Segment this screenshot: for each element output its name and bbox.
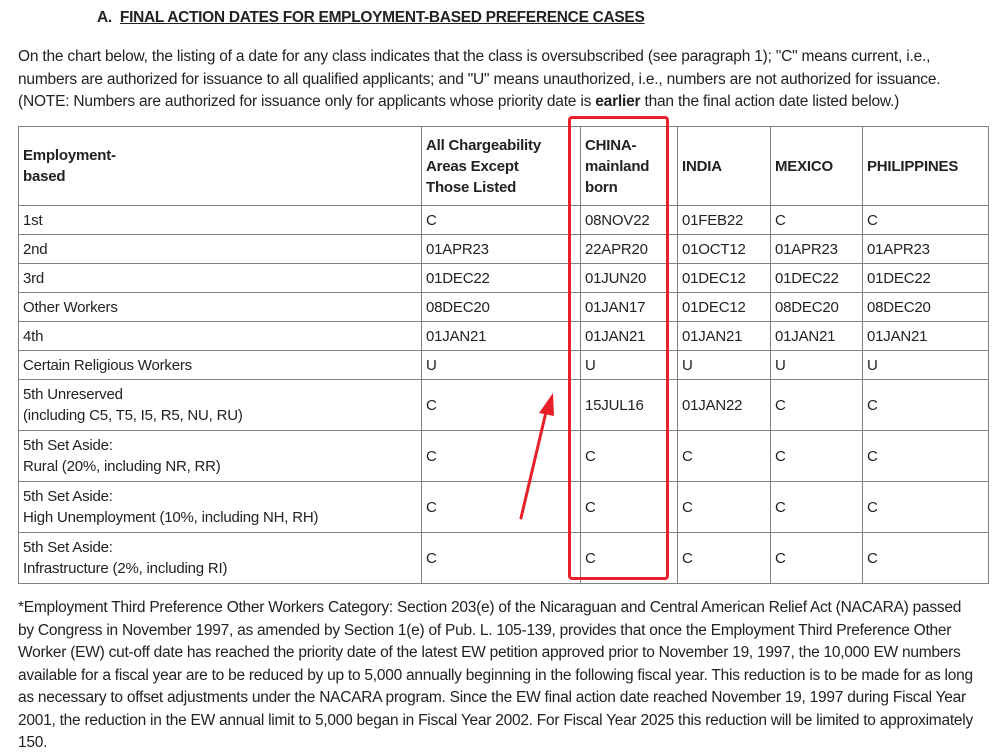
- date-cell: 08NOV22: [581, 206, 678, 235]
- intro-paragraph: [18, 46, 978, 114]
- header-mexico: [771, 127, 863, 206]
- date-cell: C: [422, 533, 581, 584]
- date-cell: 15JUL16: [581, 380, 678, 431]
- date-cell: 01APR23: [863, 235, 989, 264]
- table-row: [19, 431, 989, 482]
- category-cell: [19, 380, 422, 431]
- date-cell: 01JUN20: [581, 264, 678, 293]
- date-cell: C: [771, 380, 863, 431]
- footnote-paragraph: *Employment Third Preference Other Workers Category: Section 203(e) of the Nicaraguan and Central American Relief Act (NACARA) passed by Congress in November 1997, as amended by Section 1(e) of Pub. L. 105-139, provides that once the Employment Third Preference Other Worker (EW) cut-off date has reached the priority date of the latest EW petition approved prior to November 19, 1997, the 10,000 EW numbers available for a fiscal year are to be reduced by up to 5,000 annually beginning in the following fiscal year. This reduction is to be made for as long as necessary to offset adjustments under the NACARA program. Since the EW final action date reached November 19, 1997 during Fiscal Year 2001, the reduction in the EW annual limit to 5,000 began in Fiscal Year 2002. For Fiscal Year 2025 this reduction will be limited to approximately 150.: [18, 599, 973, 751]
- category-line: Certain Religious Workers: [23, 356, 192, 374]
- intro-text-2: than the final action date listed below.): [640, 93, 900, 110]
- header-line: Employment-: [23, 147, 116, 164]
- date-cell: U: [771, 351, 863, 380]
- date-cell: C: [422, 431, 581, 482]
- header-line: Those Listed: [426, 178, 517, 196]
- header-line: All Chargeability: [426, 136, 541, 154]
- category-line: 3rd: [23, 269, 45, 287]
- category-line: Rural (20%, including NR, RR): [23, 458, 221, 475]
- category-cell: [19, 482, 422, 533]
- date-cell: C: [678, 533, 771, 584]
- category-cell: [19, 206, 422, 235]
- category-line: Other Workers: [23, 298, 118, 316]
- table-row: [19, 264, 989, 293]
- header-employment-based: [19, 127, 422, 206]
- date-cell: C: [581, 482, 678, 533]
- category-line: 2nd: [23, 240, 48, 258]
- date-cell: 01APR23: [771, 235, 863, 264]
- date-cell: 01JAN21: [863, 322, 989, 351]
- date-cell: 01JAN21: [581, 322, 678, 351]
- date-cell: 01DEC22: [771, 264, 863, 293]
- section-title: FINAL ACTION DATES FOR EMPLOYMENT-BASED PREFERENCE CASES: [119, 9, 645, 26]
- date-cell: 22APR20: [581, 235, 678, 264]
- date-cell: U: [863, 351, 989, 380]
- header-philippines: [863, 127, 989, 206]
- category-cell: [19, 293, 422, 322]
- category-line: High Unemployment (10%, including NH, RH): [23, 509, 319, 526]
- date-cell: 01DEC22: [863, 264, 989, 293]
- table-row: [19, 380, 989, 431]
- table-row: [19, 206, 989, 235]
- category-cell: [19, 264, 422, 293]
- category-line: 4th: [23, 327, 44, 345]
- table-row: [19, 293, 989, 322]
- date-cell: 01JAN17: [581, 293, 678, 322]
- header-line: based: [23, 168, 66, 185]
- date-cell: 01JAN22: [678, 380, 771, 431]
- date-cell: 01JAN21: [678, 322, 771, 351]
- date-cell: C: [581, 431, 678, 482]
- date-cell: C: [771, 431, 863, 482]
- table-row: [19, 351, 989, 380]
- category-line: 5th Set Aside:: [23, 437, 113, 454]
- date-cell: 08DEC20: [771, 293, 863, 322]
- header-line: PHILIPPINES: [867, 157, 959, 175]
- date-cell: 01FEB22: [678, 206, 771, 235]
- intro-emphasis: earlier: [595, 93, 641, 110]
- section-heading: [97, 9, 645, 27]
- header-all-chargeability: [422, 127, 581, 206]
- date-cell: 08DEC20: [422, 293, 581, 322]
- header-line: MEXICO: [775, 157, 833, 175]
- table-row: [19, 322, 989, 351]
- date-cell: 01APR23: [422, 235, 581, 264]
- header-line: INDIA: [682, 157, 722, 175]
- category-cell: [19, 235, 422, 264]
- header-line: CHINA-: [585, 136, 637, 154]
- category-line: (including C5, T5, I5, R5, NU, RU): [23, 407, 243, 424]
- header-line: born: [585, 178, 618, 196]
- category-cell: [19, 431, 422, 482]
- category-line: 1st: [23, 211, 43, 229]
- category-line: Infrastructure (2%, including RI): [23, 560, 228, 577]
- date-cell: C: [771, 482, 863, 533]
- category-cell: [19, 351, 422, 380]
- date-cell: 01JAN21: [422, 322, 581, 351]
- header-line: mainland: [585, 157, 650, 175]
- date-cell: C: [422, 206, 581, 235]
- header-india: [678, 127, 771, 206]
- date-cell: C: [863, 482, 989, 533]
- date-cell: C: [422, 482, 581, 533]
- header-line: Areas Except: [426, 157, 519, 175]
- date-cell: 01DEC12: [678, 293, 771, 322]
- table-row: [19, 482, 989, 533]
- date-cell: U: [678, 351, 771, 380]
- table-header-row: [19, 127, 989, 206]
- date-cell: C: [771, 206, 863, 235]
- date-cell: 08DEC20: [863, 293, 989, 322]
- intro-text-1: On the chart below, the listing of a date for any class indicates that the class is oversubscribed (see paragraph 1); "C" means current, i.e., numbers are authorized for issuance to all qualified applicants; and "U" means unauthorized, i.e., numbers are not authorized for issuance. (NOTE: Numbers are authorized for issuance only for applicants whose priority date is: [18, 48, 941, 110]
- date-cell: C: [678, 482, 771, 533]
- header-china: [581, 127, 678, 206]
- category-cell: [19, 533, 422, 584]
- date-cell: C: [581, 533, 678, 584]
- date-cell: 01OCT12: [678, 235, 771, 264]
- category-cell: [19, 322, 422, 351]
- date-cell: C: [863, 206, 989, 235]
- date-cell: C: [771, 533, 863, 584]
- date-cell: U: [581, 351, 678, 380]
- final-action-dates-table: [18, 126, 989, 584]
- date-cell: 01DEC12: [678, 264, 771, 293]
- date-cell: C: [863, 533, 989, 584]
- date-cell: C: [863, 380, 989, 431]
- section-prefix: A.: [97, 9, 112, 26]
- category-line: 5th Set Aside:: [23, 488, 113, 505]
- category-line: 5th Set Aside:: [23, 539, 113, 556]
- date-cell: C: [678, 431, 771, 482]
- date-cell: 01DEC22: [422, 264, 581, 293]
- date-cell: U: [422, 351, 581, 380]
- date-cell: C: [422, 380, 581, 431]
- category-line: 5th Unreserved: [23, 386, 123, 403]
- table-row: [19, 533, 989, 584]
- table-row: [19, 235, 989, 264]
- date-cell: 01JAN21: [771, 322, 863, 351]
- date-cell: C: [863, 431, 989, 482]
